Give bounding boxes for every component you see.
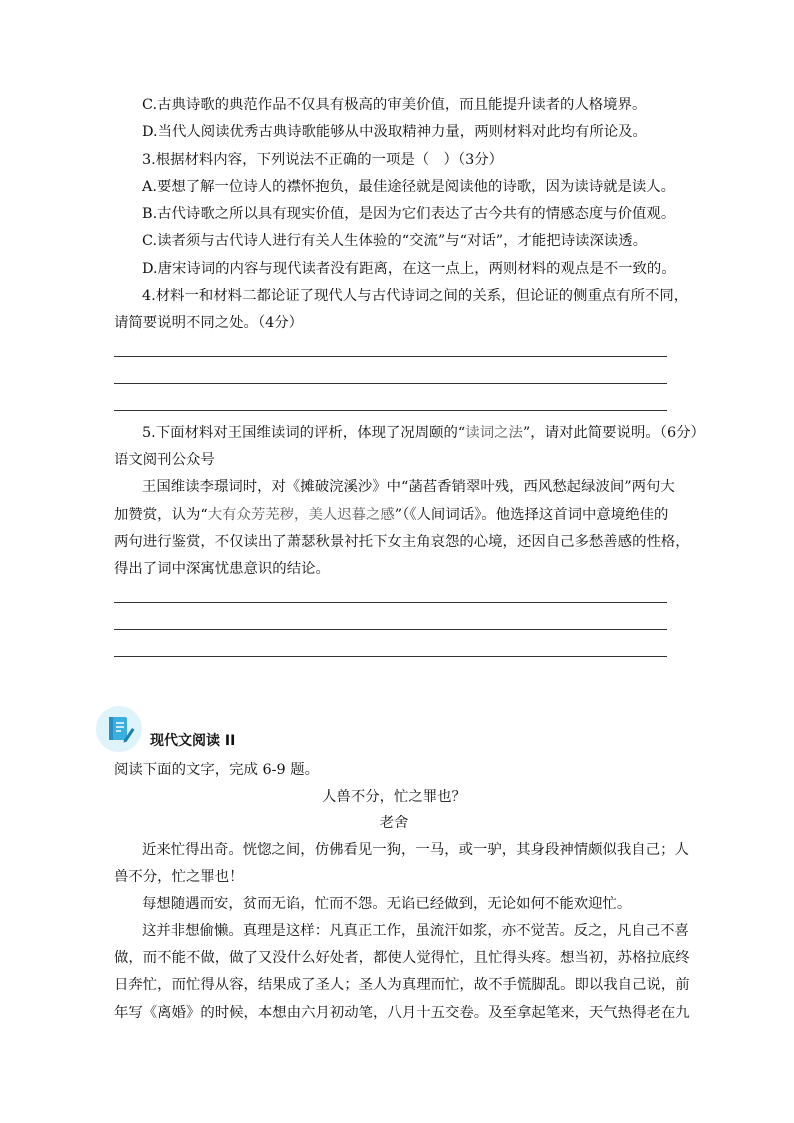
article-author: 老舍 (379, 815, 409, 831)
article-line: 做，而不能不做，做了又没什么好处者，都使人觉得忙，且忙得头疼。想当初，苏格拉底终 (114, 950, 690, 966)
passage-line: 两句进行鉴赏，不仅读出了萧瑟秋景衬托下女主角哀怨的心境，还因自己多愁善感的性格， (114, 534, 690, 550)
article-line: 每想随遇而安，贫而无谄，忙而不怨。无谄已经做到，无论如何不能欢迎忙。 (142, 896, 632, 912)
answer-line[interactable] (114, 602, 667, 603)
quoted-phrase: 大有众芳芜秽，美人迟暮之感 (207, 507, 395, 523)
option-c-text: C.古典诗歌的典范作品不仅具有极高的审美价值，而且能提升读者的人格境界。 (142, 97, 647, 113)
notebook-pencil-icon (96, 706, 142, 752)
question-5: 5.下面材料对王国维读词的评析，体现了况周颐的“读词之法”，请对此简要说明。（6分） (142, 425, 705, 441)
section-header (96, 706, 396, 754)
question-3-option-c: C.读者须与古代诗人进行有关人生体验的“交流”与“对话”，才能把诗读深读透。 (142, 233, 648, 249)
passage-line: 加赞赏，认为“大有众芳芜秽，美人迟暮之感”（《人间词话》。他选择这首词中意境绝佳的 (114, 507, 669, 523)
article-line: 日奔忙，而忙得从容，结果成了圣人；圣人为真理而忙，故不手慌脚乱。即以我自己说，前 (114, 977, 690, 993)
question-3-option-d: D.唐宋诗词的内容与现代读者没有距离，在这一点上，两则材料的观点是不一致的。 (142, 261, 676, 277)
answer-line[interactable] (114, 356, 667, 357)
question-3: 3.根据材料内容，下列说法不正确的一项是（ ）（3分） (142, 152, 504, 168)
article-line: 近来忙得出奇。恍惚之间，仿佛看见一狗，一马，或一驴，其身段神情颇似我自己；人 (142, 842, 689, 858)
option-d-text: D.当代人阅读优秀古典诗歌能够从中汲取精神力量，两则材料对此均有所论及。 (142, 124, 647, 140)
quoted-phrase: 读词之法 (465, 425, 523, 441)
question-3-option-b: B.古代诗歌之所以具有现实价值，是因为它们表达了古今共有的情感态度与价值观。 (142, 206, 676, 222)
question-4-line-1: 4.材料一和材料二都论证了现代人与古代诗词之间的关系，但论证的侧重点有所不同， (142, 288, 689, 304)
answer-line[interactable] (114, 410, 667, 411)
passage-line: 王国维读李璟词时，对《摊破浣溪沙》中“菡萏香销翠叶残，西风愁起绿波间”两句大 (142, 479, 675, 495)
question-3-option-a: A.要想了解一位诗人的襟怀抱负，最佳途径就是阅读他的诗歌，因为读诗就是读人。 (142, 179, 676, 195)
article-title: 人兽不分，忙之罪也？ (322, 789, 466, 805)
instruction-text: 阅读下面的文字，完成 6-9 题。 (114, 762, 320, 778)
answer-line[interactable] (114, 656, 667, 657)
section-title: 现代文阅读 II (150, 733, 236, 749)
article-line: 兽不分，忙之罪也！ (114, 869, 244, 885)
article-line: 这并非想偷懒。真理是这样：凡真正工作，虽流汗如浆，亦不觉苦。反之，凡自己不喜 (142, 923, 689, 939)
answer-line[interactable] (114, 383, 667, 384)
source-note: 语文阅刊公众号 (114, 452, 215, 468)
passage-line: 得出了词中深寓忧患意识的结论。 (114, 561, 330, 577)
answer-line[interactable] (114, 629, 667, 630)
question-4-line-2: 请简要说明不同之处。（4分） (114, 315, 304, 331)
article-line: 年写《离婚》的时候，本想由六月初动笔，八月十五交卷。及至拿起笔来，天气热得老在九 (114, 1005, 690, 1021)
